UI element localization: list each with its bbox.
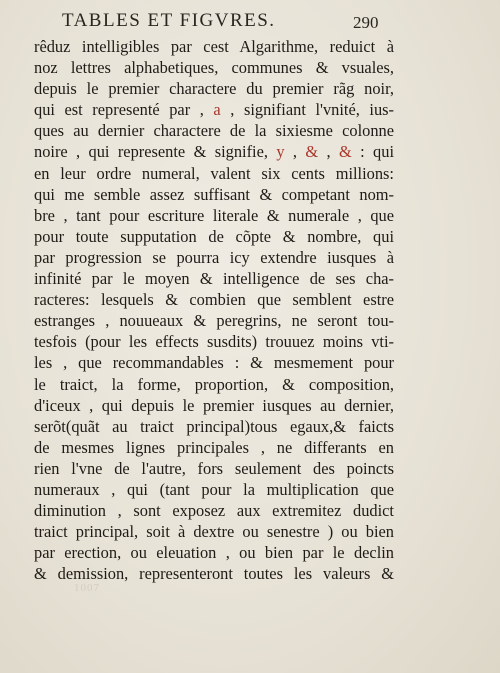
text-line: racteres: lesquels & combien que semblent estre <box>34 290 394 310</box>
text-line: de mesmes lignes principales , ne differants en <box>34 437 394 457</box>
text-line: tesfois (pour les effects susdits) trouuez moins vti- <box>34 332 394 352</box>
text-line: bre , tant pour escriture literale & numerale , que <box>34 205 394 225</box>
text-line: qui est represent‌é par , a , signifiant l'vnité, ius- <box>34 100 394 120</box>
text-line: par erection, ou eleuation , ou bien par le declin <box>34 543 394 563</box>
text-line: rien l'vne de l'autre, fors seulement des poincts <box>34 458 394 478</box>
text-line: les , que recommandables : & mesmement pour <box>34 353 394 373</box>
text-line: traict principal, soit à dextre ou senestre ) ou bien <box>34 522 394 542</box>
text-line: qui me semble assez suffisant & competant nom- <box>34 184 394 204</box>
text-line: le traict, la forme, proportion, & composition, <box>34 374 394 394</box>
text-line: serõt(quãt au traict principal)tous egaux,& faicts <box>34 416 394 436</box>
text-line: estranges , nouueaux & peregrins, ne seront tou- <box>34 311 394 331</box>
page-number: 290 <box>353 13 379 32</box>
text-line: d'iceux , qui depuis le premier iusques au dernier, <box>34 395 394 415</box>
body-text <box>34 36 394 584</box>
text-line: & demission, representeront toutes les valeurs & <box>34 564 394 584</box>
text-line: pour toute supputation de cõpte & nombre, qui <box>34 226 394 246</box>
text-line: numeraux , qui (tant pour la multiplication que <box>34 479 394 499</box>
text-line: noz lettres alphabetiques, communes & vsuales, <box>34 58 394 78</box>
text-line: rêduz intelligibles par cest Algarithme, reduict à <box>34 37 394 56</box>
show-through-text: 1007 <box>74 582 100 594</box>
text-line: ques au dernier charactere de la sixiesme colonne <box>34 121 394 141</box>
text-line: noire , qui represente & signifie, y , & , & : qui <box>34 142 394 162</box>
text-line: diminution , sont exposez aux extremitez dudict <box>34 501 394 521</box>
text-line: infinité par le moyen & intelligence de ses cha- <box>34 269 394 289</box>
running-header: TABLES ET FIGVRES. <box>62 10 276 31</box>
text-line: depuis le premier charactere du premier rãg noir, <box>34 79 394 99</box>
text-line: par progression se pourra icy extendre iusques à <box>34 247 394 267</box>
text-line: en leur ordre numeral, valent six cents millions: <box>34 163 394 183</box>
